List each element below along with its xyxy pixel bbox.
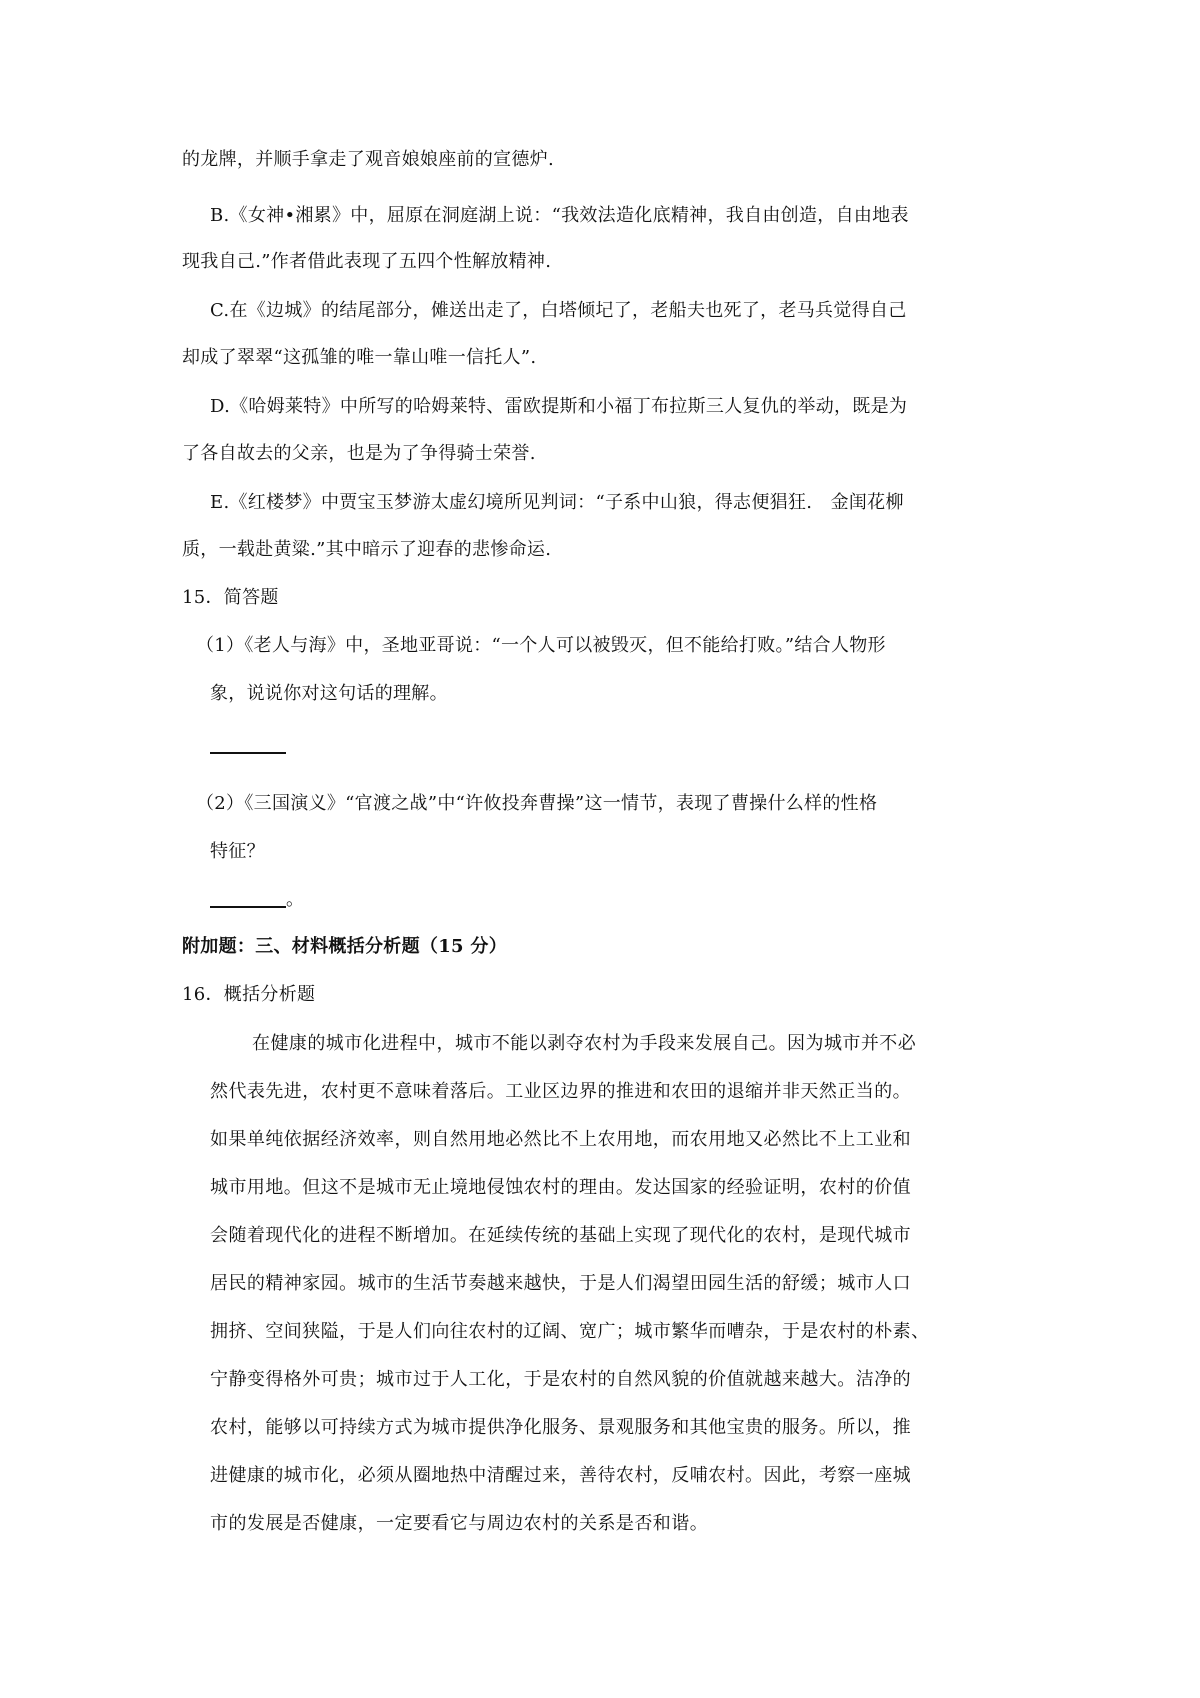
passage-line-10: 进健康的城市化，必须从圈地热中清醒过来，善待农村，反哺农村。因此，考察一座城 — [210, 1465, 912, 1486]
question-15-heading: 15．简答题 — [182, 587, 279, 608]
passage-line-7: 拥挤、空间狭隘，于是人们向往农村的辽阔、宽广；城市繁华而嘈杂，于是农村的朴素、 — [210, 1321, 930, 1342]
option-c-line-2: 却成了翠翠“这孤雏的唯一靠山唯一信托人”. — [182, 347, 537, 368]
answer-blank-1 — [210, 752, 286, 754]
passage-line-8: 宁静变得格外可贵；城市过于人工化，于是农村的自然风貌的价值就越来越大。洁净的 — [210, 1369, 912, 1390]
option-b-line-2: 现我自己.”作者借此表现了五四个性解放精神. — [182, 251, 552, 272]
passage-line-4: 城市用地。但这不是城市无止境地侵蚀农村的理由。发达国家的经验证明，农村的价值 — [210, 1177, 912, 1198]
passage-line-1: 在健康的城市化进程中，城市不能以剥夺农村为手段来发展自己。因为城市并不必 — [252, 1033, 917, 1054]
passage-line-5: 会随着现代化的进程不断增加。在延续传统的基础上实现了现代化的农村，是现代城市 — [210, 1225, 912, 1246]
passage-line-3: 如果单纯依据经济效率，则自然用地必然比不上农用地，而农用地又必然比不上工业和 — [210, 1129, 912, 1150]
option-a-continuation: 的龙牌，并顺手拿走了观音娘娘座前的宣德炉. — [182, 149, 555, 170]
passage-line-6: 居民的精神家园。城市的生活节奏越来越快，于是人们渴望田园生活的舒缓；城市人口 — [210, 1273, 912, 1294]
option-d-line-2: 了各自故去的父亲，也是为了争得骑士荣誉. — [182, 443, 536, 464]
q15-part-2-line-2: 特征？ — [210, 841, 265, 862]
question-16-heading: 16．概括分析题 — [182, 984, 316, 1005]
q15-part-2-line-1: （2）《三国演义》“官渡之战”中“许攸投奔曹操”这一情节，表现了曹操什么样的性格 — [196, 793, 878, 814]
option-e-line-1: E.《红楼梦》中贾宝玉梦游太虚幻境所见判词：“子系中山狼，得志便猖狂. 金闺花柳 — [210, 492, 904, 513]
option-b-line-1: B.《女神•湘累》中，屈原在洞庭湖上说：“我效法造化底精神，我自由创造，自由地表 — [210, 205, 909, 226]
appendix-section-heading: 附加题：三、材料概括分析题（15 分） — [182, 936, 508, 957]
q15-part-1-line-2: 象，说说你对这句话的理解。 — [210, 683, 448, 704]
option-e-line-2: 质，一载赴黄粱.”其中暗示了迎春的悲惨命运. — [182, 539, 552, 560]
answer-blank-2-period: 。 — [286, 889, 305, 910]
q15-part-1-line-1: （1）《老人与海》中，圣地亚哥说：“一个人可以被毁灭，但不能给打败。”结合人物形 — [196, 635, 886, 656]
passage-line-2: 然代表先进，农村更不意味着落后。工业区边界的推进和农田的退缩并非天然正当的。 — [210, 1081, 912, 1102]
passage-line-9: 农村，能够以可持续方式为城市提供净化服务、景观服务和其他宝贵的服务。所以，推 — [210, 1417, 912, 1438]
passage-line-11: 市的发展是否健康，一定要看它与周边农村的关系是否和谐。 — [210, 1513, 709, 1534]
option-d-line-1: D.《哈姆莱特》中所写的哈姆莱特、雷欧提斯和小福丁布拉斯三人复仇的举动，既是为 — [210, 396, 908, 417]
answer-blank-2 — [210, 906, 286, 908]
option-c-line-1: C.在《边城》的结尾部分，傩送出走了，白塔倾圮了，老船夫也死了，老马兵觉得自己 — [210, 300, 907, 321]
